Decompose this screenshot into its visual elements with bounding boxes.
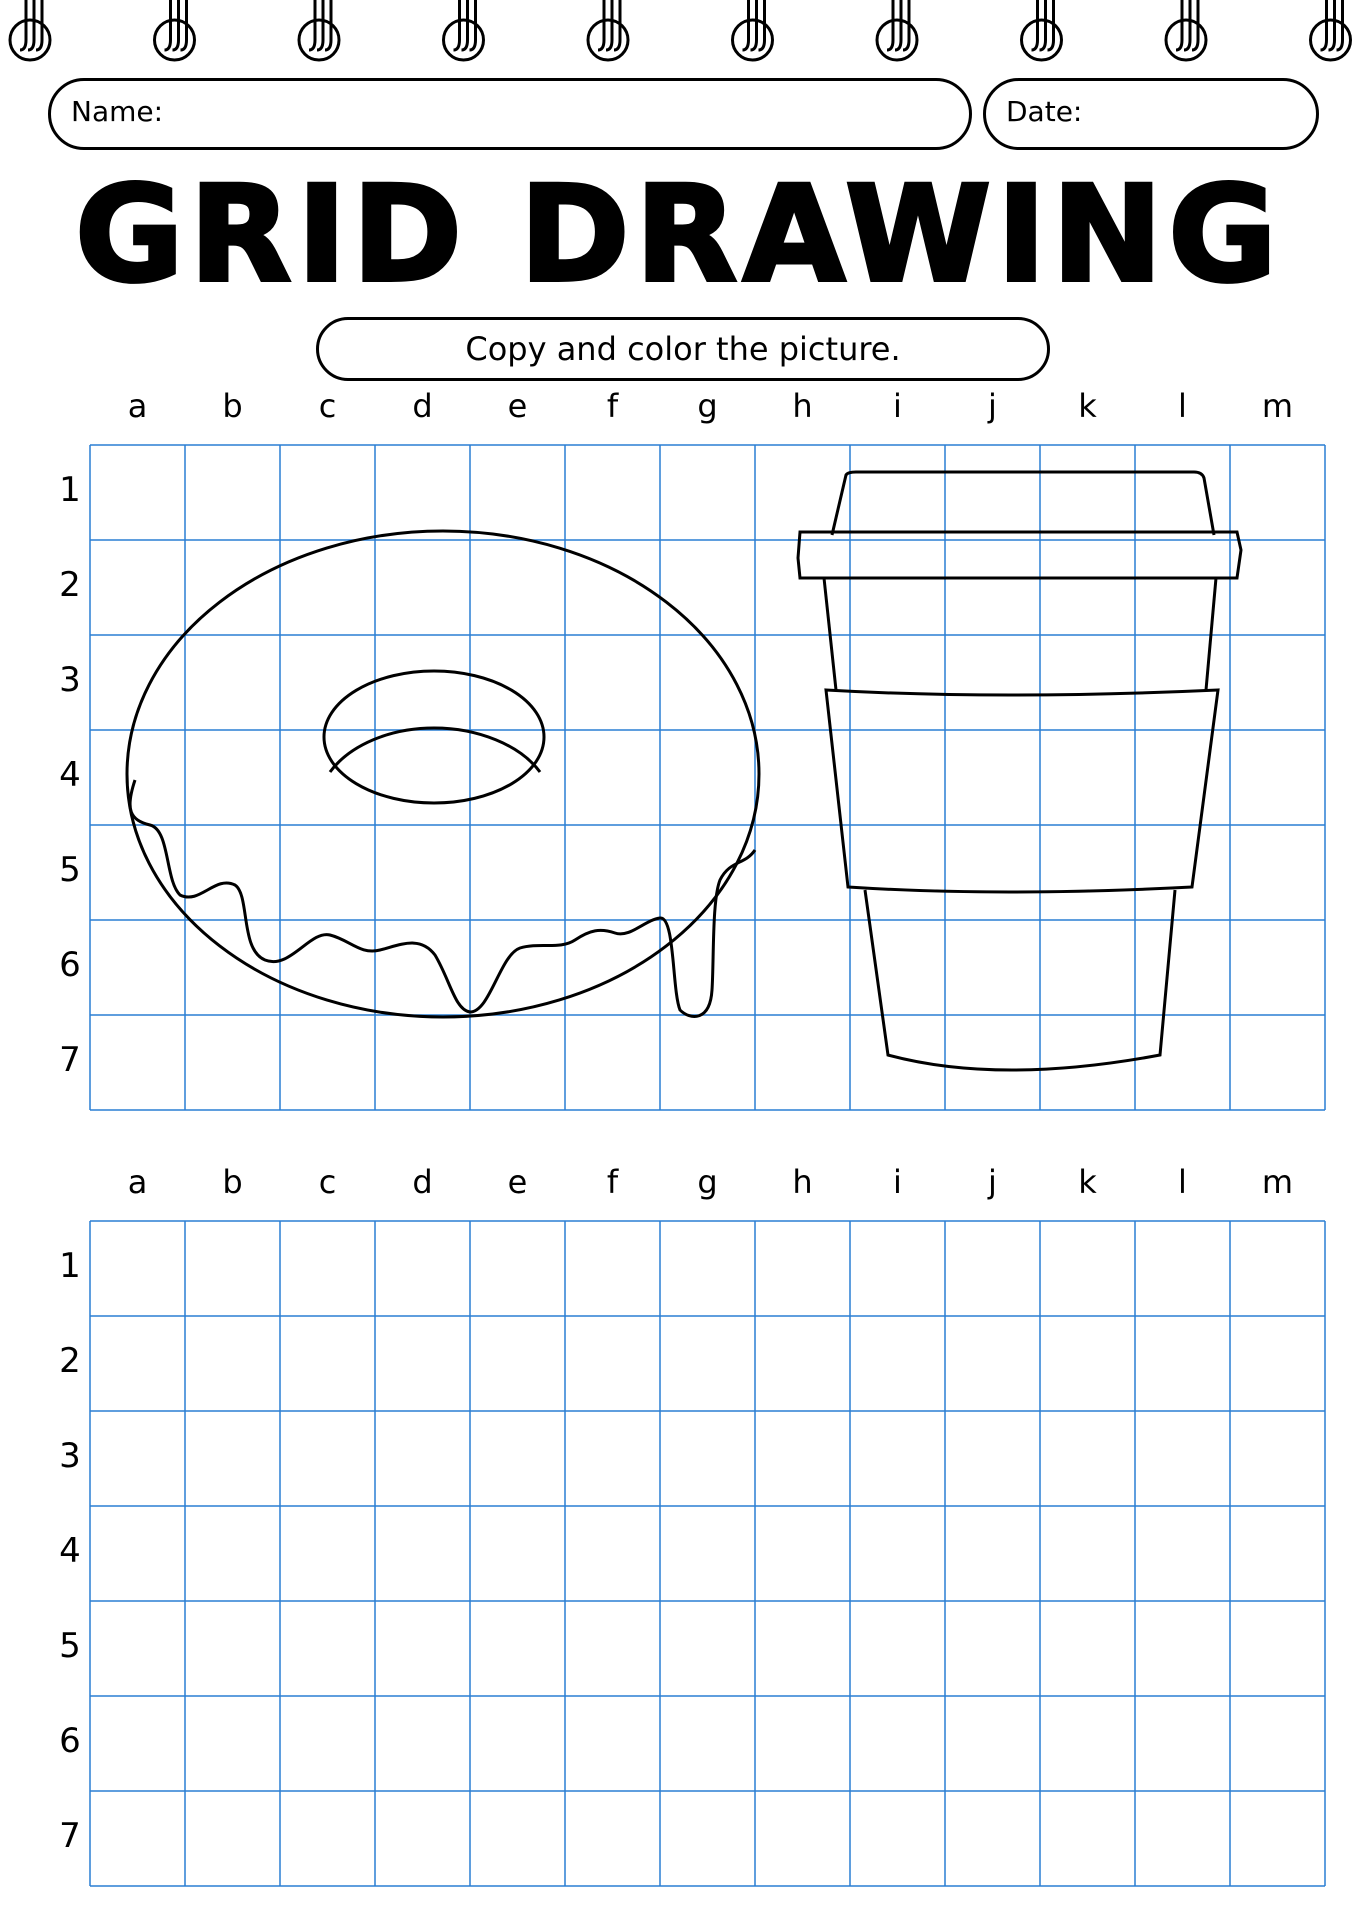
binding-ring-icon bbox=[877, 0, 917, 60]
column-label: c bbox=[318, 387, 337, 425]
row-label: 1 bbox=[59, 470, 81, 510]
date-label: Date: bbox=[1006, 95, 1083, 128]
column-label: i bbox=[893, 1163, 902, 1201]
page-title: GRID DRAWING bbox=[75, 158, 1283, 312]
coffee-cup-icon bbox=[798, 472, 1241, 1070]
row-label: 6 bbox=[59, 945, 81, 985]
row-label: 6 bbox=[59, 1721, 81, 1761]
column-label: h bbox=[792, 1163, 813, 1201]
row-label: 7 bbox=[59, 1816, 81, 1856]
column-label: i bbox=[893, 387, 902, 425]
name-field[interactable] bbox=[48, 78, 972, 150]
column-label: b bbox=[222, 1163, 243, 1201]
column-label: k bbox=[1078, 1163, 1097, 1201]
binding-ring-icon bbox=[733, 0, 773, 60]
column-label: m bbox=[1261, 1163, 1294, 1201]
column-label: a bbox=[127, 387, 148, 425]
row-label: 3 bbox=[59, 1436, 81, 1476]
binding-ring-icon bbox=[155, 0, 195, 60]
column-label: h bbox=[792, 387, 813, 425]
row-label: 4 bbox=[59, 755, 81, 795]
row-label: 2 bbox=[59, 565, 81, 605]
row-label: 2 bbox=[59, 1341, 81, 1381]
column-label: l bbox=[1178, 1163, 1187, 1201]
row-label: 4 bbox=[59, 1531, 81, 1571]
column-label: f bbox=[606, 387, 619, 425]
column-label: a bbox=[127, 1163, 148, 1201]
binding-ring-icon bbox=[1166, 0, 1206, 60]
binding-ring-icon bbox=[1022, 0, 1062, 60]
column-label: m bbox=[1261, 387, 1294, 425]
row-label: 5 bbox=[59, 1626, 81, 1666]
binding-ring-icon bbox=[588, 0, 628, 60]
date-field[interactable] bbox=[983, 78, 1319, 150]
row-label: 1 bbox=[59, 1246, 81, 1286]
column-label: f bbox=[606, 1163, 619, 1201]
column-label: l bbox=[1178, 387, 1187, 425]
row-label: 3 bbox=[59, 660, 81, 700]
column-label: j bbox=[988, 1163, 997, 1201]
column-label: c bbox=[318, 1163, 337, 1201]
column-label: b bbox=[222, 387, 243, 425]
donut-icon bbox=[127, 531, 759, 1017]
column-label: d bbox=[412, 387, 433, 425]
spiral-binding bbox=[0, 0, 1358, 70]
row-label: 7 bbox=[59, 1040, 81, 1080]
column-label: e bbox=[507, 1163, 528, 1201]
binding-ring-icon bbox=[1311, 0, 1351, 60]
row-label: 5 bbox=[59, 850, 81, 890]
column-label: k bbox=[1078, 387, 1097, 425]
column-label: d bbox=[412, 1163, 433, 1201]
column-label: g bbox=[697, 1163, 718, 1201]
column-label: j bbox=[988, 387, 997, 425]
instruction-box: Copy and color the picture. bbox=[316, 317, 1050, 381]
column-label: g bbox=[697, 387, 718, 425]
binding-ring-icon bbox=[444, 0, 484, 60]
column-label: e bbox=[507, 387, 528, 425]
binding-ring-icon bbox=[299, 0, 339, 60]
name-label: Name: bbox=[71, 95, 164, 128]
binding-ring-icon bbox=[10, 0, 50, 60]
